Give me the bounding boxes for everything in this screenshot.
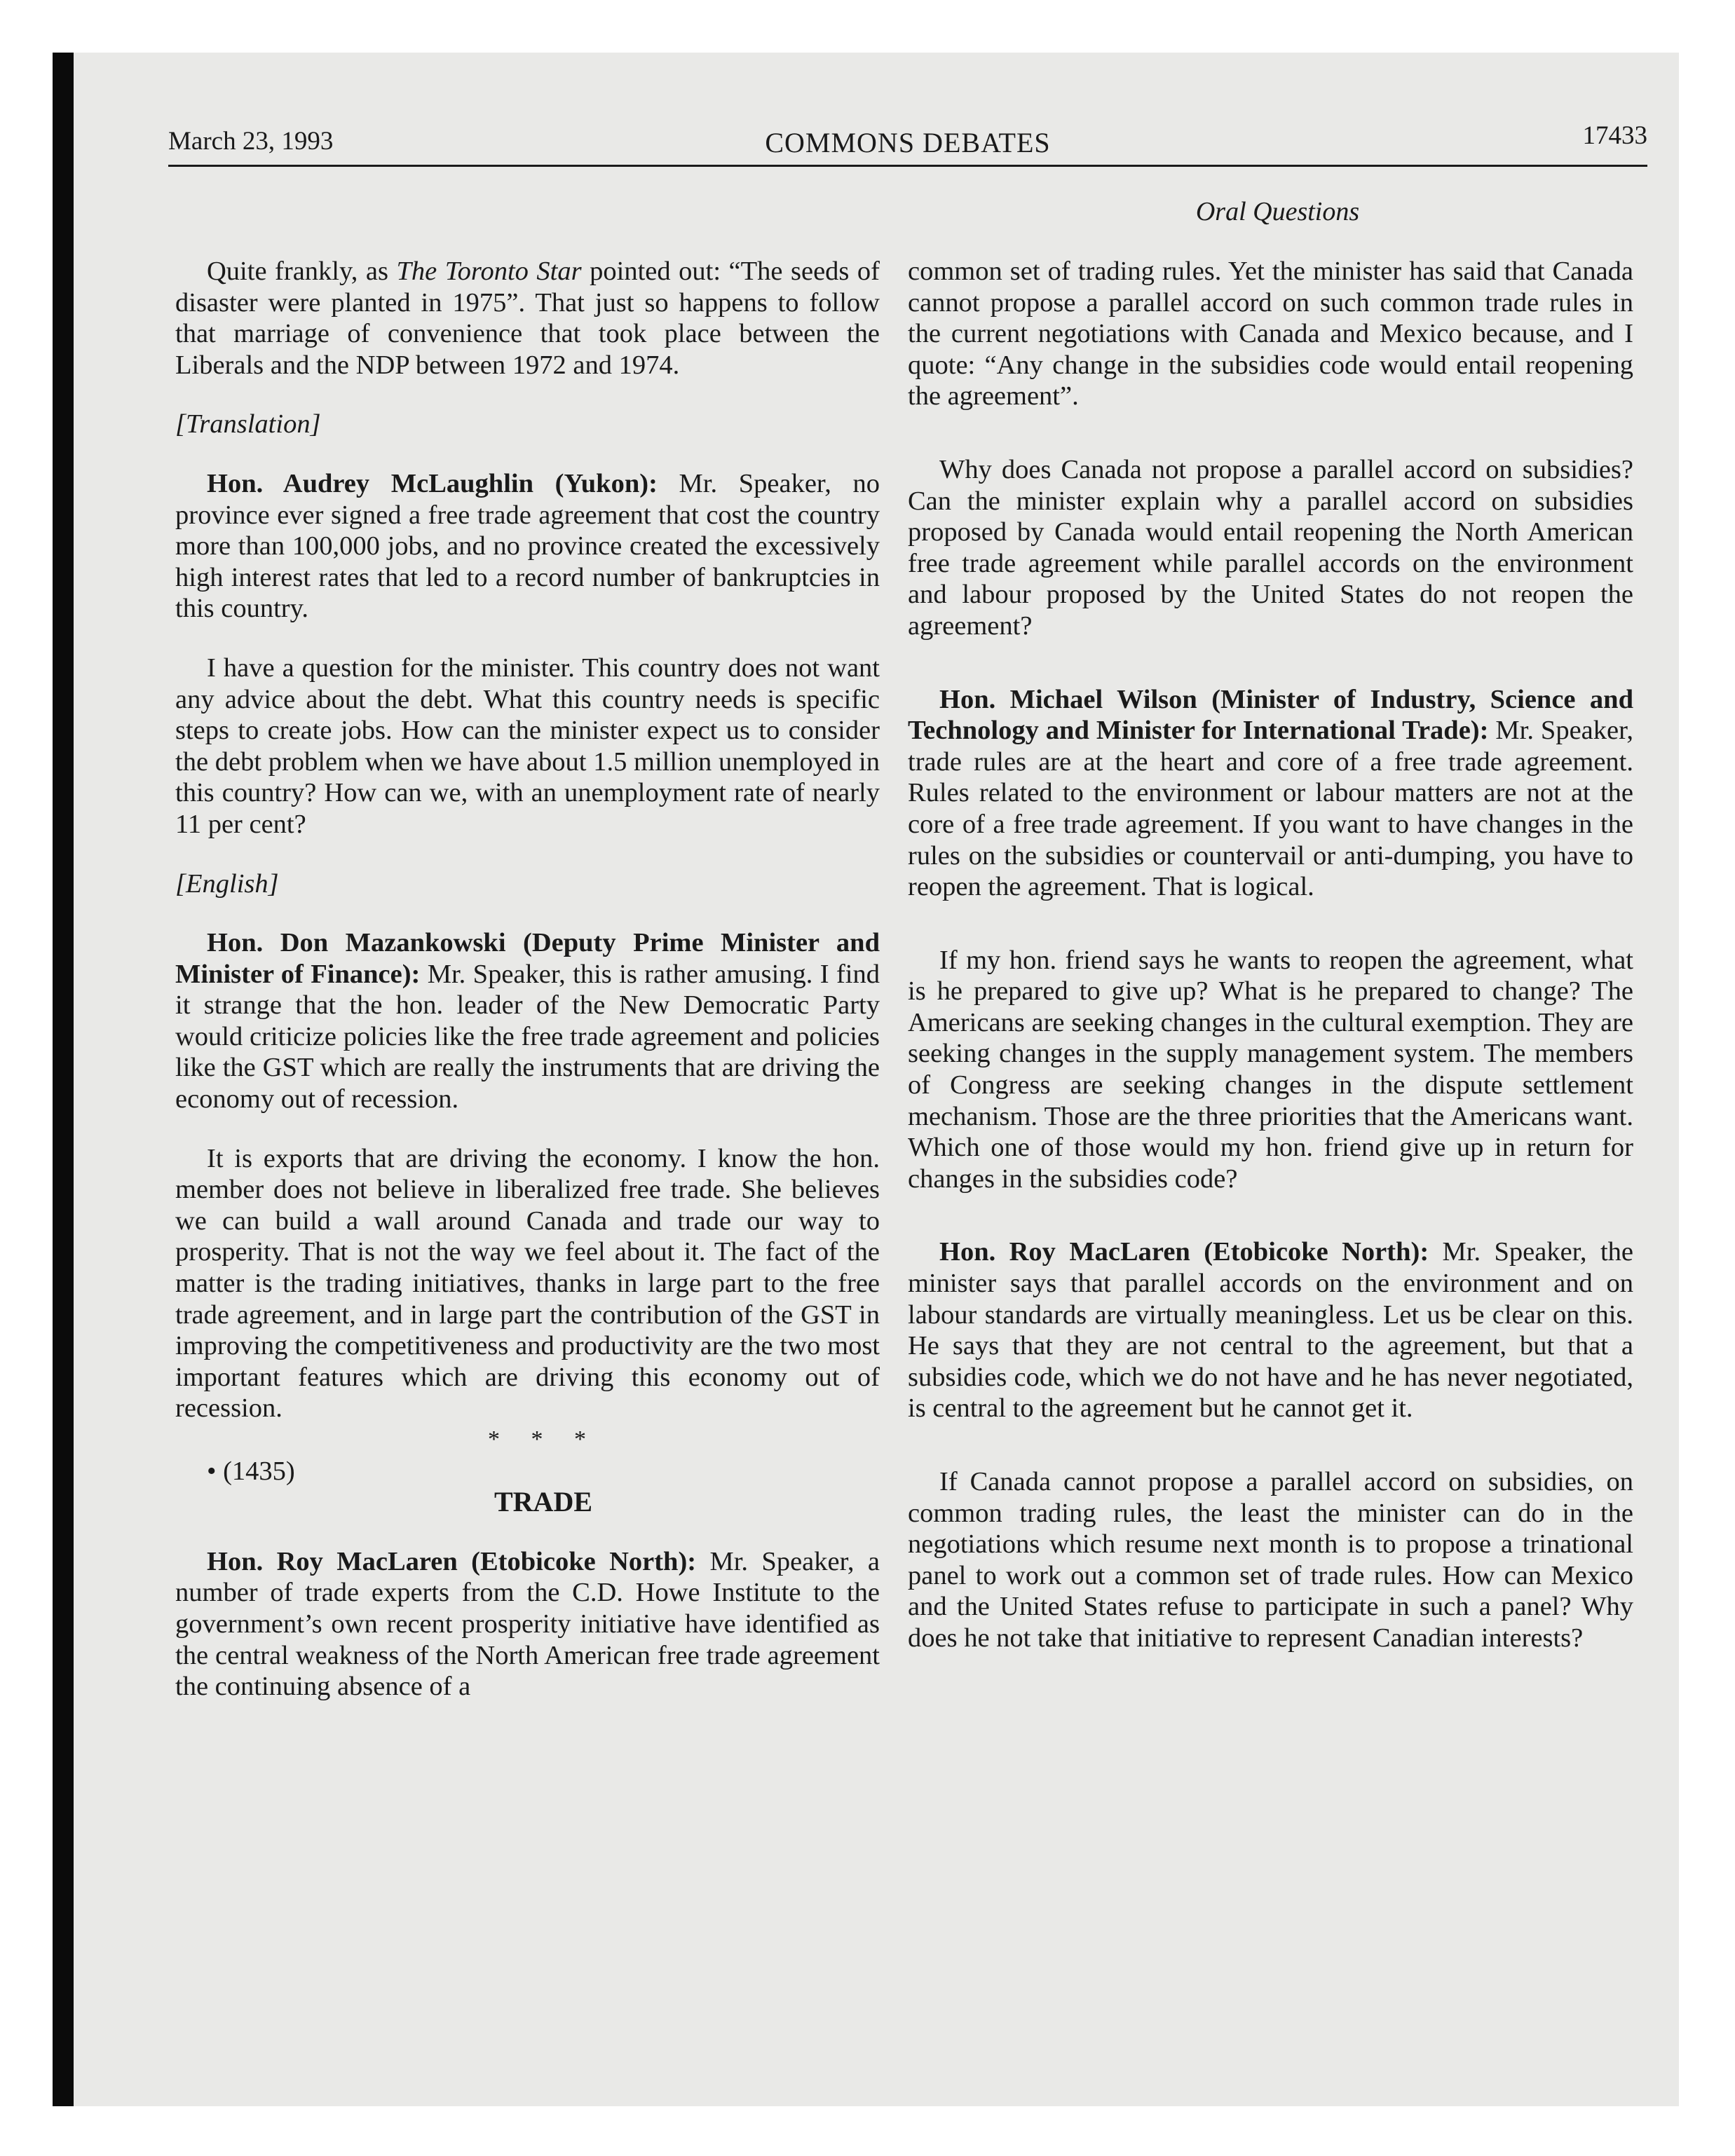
section-separator: * * * [488, 1426, 599, 1452]
header-page-number: 17433 [1582, 121, 1647, 150]
publication-name: The Toronto Star [396, 257, 582, 286]
header-date: March 23, 1993 [168, 127, 334, 156]
paragraph: If my hon. friend says he wants to reopen the agreement, what is he prepared to give up? What is he prepared to change? The Americans are seeking changes in the cultural exemption. They are seeking changes in the supply management system. The members of Congress are seeking changes in the dispute settlement mechanism. Those are the three priorities that the Americans want. Which one of those would my hon. friend give up in return for changes in the subsidies code? [908, 945, 1633, 1194]
speaker-name: Hon. Don Mazankowski (Deputy Prime Minister and Minister of Finance): [175, 928, 880, 989]
section-subtitle: Oral Questions [1195, 197, 1360, 226]
scan-binding-edge [53, 53, 74, 2106]
paragraph: Hon. Michael Wilson (Minister of Industry, Science and Technology and Minister for International Trade): Mr. Speaker, trade rules are at the heart and core of a free trade agreement. Rules related to the environment or labour matters are not at the core of a free trade agreement. If you want to have changes in the rules on the subsidies or countervail or anti-dumping, you have to reopen the agreement. That is logical. [908, 684, 1634, 902]
paragraph: Hon. Roy MacLaren (Etobicoke North): Mr. Speaker, a number of trade experts from the C.D. Howe Institute to the government’s own recent prosperity initiative have identified as the central weakness of the North American free trade agreement the continuing absence of a [175, 1546, 880, 1702]
paragraph: Hon. Roy MacLaren (Etobicoke North): Mr. Speaker, the minister says that parallel accords on the environment and on labour standards are virtually meaningless. Let us be clear on this. He says that they are not central to the agreement, but that a subsidies code, which we do not have and he has never negotiated, is central to the agreement but he cannot get it. [908, 1237, 1633, 1424]
left-column [175, 256, 880, 1703]
document-page [53, 53, 1679, 2106]
page-header [168, 121, 1647, 175]
paragraph: Quite frankly, as The Toronto Star pointed out: “The seeds of disaster were planted in 1975”. That just so happens to follow that marriage of convenience that took place between the Liberals and the NDP between 1972 and 1974. [175, 257, 880, 380]
paragraph: Hon. Audrey McLaughlin (Yukon): Mr. Speaker, no province ever signed a free trade agreement that cost the country more than 100,000 jobs, and no province created the excessively high interest rates that led to a record number of bankruptcies in this country. [175, 468, 880, 624]
speaker-name: Hon. Roy MacLaren (Etobicoke North): [207, 1546, 697, 1576]
speaker-name: Hon. Audrey McLaughlin (Yukon): [207, 468, 658, 498]
speaker-name: Hon. Roy MacLaren (Etobicoke North): [939, 1237, 1429, 1267]
paragraph: common set of trading rules. Yet the minister has said that Canada cannot propose a parallel accord on such common trade rules in the current negotiations with Canada and Mexico because, and I quote: “Any change in the subsidies code would entail reopening the agreement”. [908, 257, 1633, 411]
paragraph: Hon. Don Mazankowski (Deputy Prime Minister and Minister of Finance): Mr. Speaker, this is rather amusing. I find it strange that the hon. leader of the New Democratic Party would criticize policies like the free trade agreement and policies like the GST which are really the instruments that are driving the economy out of recession. [175, 928, 880, 1114]
paragraph: I have a question for the minister. This country does not want any advice about the debt. What this country needs is specific steps to create jobs. How can the minister expect us to consider the debt problem when we have about 1.5 million unemployed in this country? How can we, with an unemployment rate of nearly 11 per cent? [175, 653, 880, 839]
paragraph: If Canada cannot propose a parallel accord on subsidies, on common trading rules, the least the minister can do in the negotiations which resume next month is to propose a trinational panel to work out a common set of trade rules. How can Mexico and the United States refuse to participate in such a panel? Why does he not take that initiative to represent Canadian interests? [908, 1467, 1633, 1653]
timestamp: • (1435) [207, 1456, 295, 1486]
language-label: [English] [175, 868, 279, 899]
translation-label: [Translation] [175, 409, 321, 439]
right-column [908, 256, 1633, 1654]
paragraph: It is exports that are driving the economy. I know the hon. member does not believe in liberalized free trade. She believes we can build a wall around Canada and trade our way to prosperity. That is not the way we feel about it. The fact of the matter is the trading initiatives, thanks in large part to the free trade agreement, and in large part the contribution of the GST in improving the competitiveness and productivity are the two most important features which are driving this economy out of recession. [175, 1143, 880, 1424]
section-heading: TRADE [494, 1486, 593, 1518]
speaker-name: Hon. Michael Wilson (Minister of Industry, Science and Technology and Minister for International Trade): [908, 684, 1633, 746]
header-rule [168, 165, 1647, 167]
header-title: COMMONS DEBATES [765, 127, 1051, 158]
paragraph: Why does Canada not propose a parallel accord on subsidies? Can the minister explain why a parallel accord on subsidies proposed by Canada would entail reopening the North American free trade agreement while parallel accords on the environment and labour proposed by the United States do not reopen the agreement? [908, 454, 1633, 641]
